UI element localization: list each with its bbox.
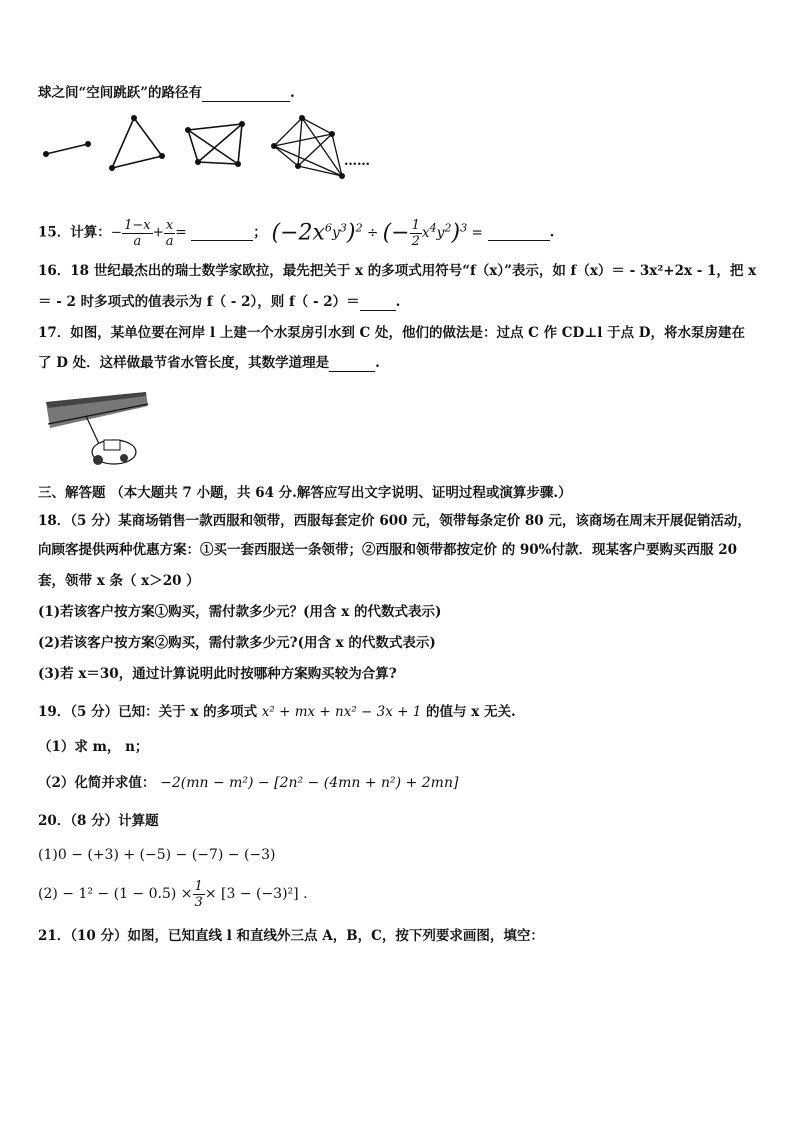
q19-part-2	[38, 774, 458, 792]
q20-e2-part-a: (2) − 1² − (1 − 0.5) ×	[38, 886, 193, 902]
q16-line-2-text: ＝ - 2 时多项式的值表示为 f（ - 2），则 f（ - 2）＝	[38, 294, 360, 310]
q18-line-3: 套，领带 x 条（ x＞20 ）	[38, 573, 200, 589]
q17-answer-blank[interactable]	[329, 357, 375, 372]
point-graphs-figure	[36, 108, 396, 184]
q20-expression-2	[38, 876, 308, 912]
q15-answer-blank-2[interactable]	[488, 226, 550, 241]
graph-two-points	[46, 144, 88, 154]
q17-line-2-text: 了 D 处．这样做最节省水管长度，其数学道理是	[38, 355, 330, 371]
q15	[38, 208, 554, 248]
q16-period: .	[395, 294, 401, 310]
q18-part-3: (3)若 x＝30，通过计算说明此时按哪种方案购买较为合算?	[38, 666, 397, 682]
q15-fraction-1	[122, 218, 153, 249]
q19-part-2-label: （2）化简并求值：	[38, 775, 156, 791]
q14-text: 球之间“空间跳跃”的路径有	[38, 85, 203, 101]
q19-line-1	[38, 703, 516, 721]
q17-period: .	[375, 355, 380, 371]
q16-line-1: 16．18 世纪最杰出的瑞士数学家欧拉，最先把关于 x 的多项式用符号“f（x）”表示，如 f（x）＝ - 3x²+2x - 1，把 x	[38, 263, 757, 279]
q14-period: .	[290, 85, 295, 101]
q20-title: 20．（8 分）计算题	[38, 813, 159, 829]
q18-part-1: (1)若该客户按方案①购买，需付款多少元？(用含 x 的代数式表示)	[38, 604, 442, 620]
q14-answer-blank[interactable]	[202, 87, 290, 102]
q19-part-1: （1）求 m， n；	[38, 739, 149, 755]
q15-f2-num: x	[165, 217, 174, 233]
q15-answer-blank-1[interactable]	[191, 226, 253, 241]
graph-four-points	[188, 124, 242, 164]
q15-eq: =	[175, 224, 187, 241]
q15-separator: ；	[253, 224, 267, 241]
q15-f1-den: a	[133, 233, 142, 249]
q18-part-2: (2)若该客户按方案②购买，需付款多少元?(用含 x 的代数式表示)	[38, 635, 436, 651]
q16-line-2	[38, 293, 400, 311]
q20-expression-1: (1)0 − (+3) + (−5) − (−7) − (−3)	[38, 847, 276, 863]
q20-e2-fraction: $\frac{1}{3}$	[194, 878, 203, 910]
q17-line-1: 17．如图，某单位要在河岸 l 上建一个水泵房引水到 C 处，他们的做法是：过点 C 作 CD⊥l 于点 D，将水泵房建在	[38, 325, 745, 341]
q17-line-2	[38, 354, 380, 372]
q15-period: .	[549, 224, 555, 241]
q15-fraction-2	[164, 218, 175, 249]
q15-plus: +	[152, 224, 164, 241]
q18-line-1: 18．（5 分）某商场销售一款西服和领带，西服每套定价 600 元，领带每条定价 80 元，该商场在周末开展促销活动，	[38, 513, 751, 529]
q16-answer-blank[interactable]	[360, 296, 396, 311]
q15-f2-den: a	[165, 233, 174, 249]
ellipsis-dots: ……	[344, 154, 370, 169]
q15-minus: −	[110, 224, 123, 241]
q15-label: 15．计算：	[38, 224, 111, 241]
q15-expression-2: $(-2x^6y^3)^2$ ÷ (− $\frac{1}{2}$ $x^4y^2)^3$ =	[271, 217, 483, 249]
q19-intro: 19．（5 分）已知：关于 x 的多项式	[38, 704, 258, 720]
q19-expression: −2(mn − m²) − [2n² − (4mn + n²) + 2mn]	[160, 775, 459, 791]
q19-polynomial: x² + mx + nx² − 3x + 1	[261, 704, 422, 720]
graph-three-points	[112, 118, 162, 168]
q21-line-1: 21．（10 分）如图，已知直线 l 和直线外三点 A，B，C，按下列要求画图，填空：	[38, 928, 544, 944]
q18-line-2: 向顾客提供两种优惠方案：①买一套西服送一条领带；②西服和领带都按定价 的 90%付款．现某客户要购买西服 20	[38, 542, 737, 558]
river-pump-illustration	[42, 388, 154, 472]
section-3-heading: 三、解答题 （本大题共 7 小题，共 64 分.解答应写出文字说明、证明过程或演算步骤.）	[38, 485, 572, 501]
q14-tail	[38, 84, 295, 102]
q15-f1-num: 1−x	[124, 217, 151, 233]
q20-e2-part-b: × [3 − (−3)²] .	[204, 886, 308, 902]
graph-five-points	[274, 118, 342, 176]
q19-intro-end: 的值与 x 无关.	[426, 704, 516, 720]
